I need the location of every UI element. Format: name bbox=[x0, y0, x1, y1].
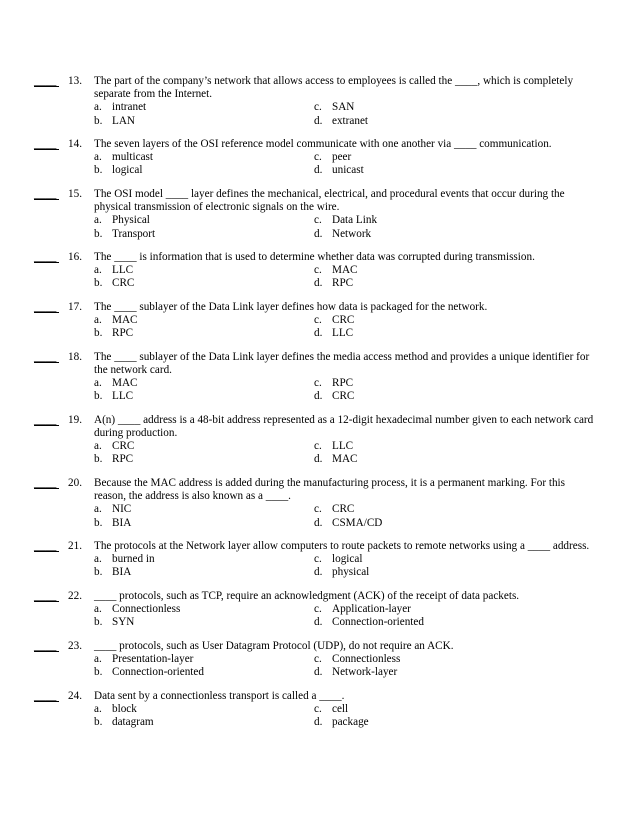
option-text: peer bbox=[332, 151, 352, 164]
option-letter: c. bbox=[314, 603, 322, 616]
question-item bbox=[0, 590, 638, 630]
option-text: NIC bbox=[112, 503, 132, 516]
option-letter: b. bbox=[94, 666, 103, 679]
options-row-1 bbox=[0, 503, 638, 516]
option-letter: b. bbox=[94, 164, 103, 177]
question-stem: The ____ sublayer of the Data Link layer defines how data is packaged for the network. bbox=[94, 300, 488, 313]
option-letter: a. bbox=[94, 652, 102, 665]
option-letter: d. bbox=[314, 164, 323, 177]
answer-blank[interactable]: ____ bbox=[34, 75, 59, 87]
question-stem: The part of the company’s network that allows access to employees is called the ____, which is completely separate from the Internet. bbox=[94, 75, 574, 101]
question-item bbox=[0, 540, 638, 580]
question-stem: The ____ sublayer of the Data Link layer defines the media access method and provides a unique identifier for the network card. bbox=[94, 350, 590, 376]
option-letter: c. bbox=[314, 440, 322, 453]
option-letter: a. bbox=[94, 377, 102, 390]
question-number: 19. bbox=[68, 413, 82, 426]
option-text: Connectionless bbox=[332, 652, 401, 665]
question-number: 22. bbox=[68, 589, 82, 602]
option-text: Physical bbox=[112, 214, 150, 227]
answer-blank[interactable]: ____ bbox=[34, 251, 59, 263]
option-letter: d. bbox=[314, 277, 323, 290]
option-text: intranet bbox=[112, 101, 147, 114]
option-text: multicast bbox=[112, 151, 154, 164]
option-letter: c. bbox=[314, 151, 322, 164]
options-row-2 bbox=[0, 277, 638, 290]
option-text: Connection-oriented bbox=[112, 666, 204, 679]
option-text: datagram bbox=[112, 716, 154, 729]
option-text: CRC bbox=[112, 440, 135, 453]
options-row-1 bbox=[0, 440, 638, 453]
question-stem: ____ protocols, such as User Datagram Protocol (UDP), do not require an ACK. bbox=[94, 639, 454, 652]
question-number: 17. bbox=[68, 300, 82, 313]
option-text: logical bbox=[332, 553, 363, 566]
option-text: BIA bbox=[112, 566, 132, 579]
question-number: 21. bbox=[68, 540, 82, 553]
options-row-1 bbox=[0, 264, 638, 277]
question-stem: ____ protocols, such as TCP, require an acknowledgment (ACK) of the receipt of data packets. bbox=[94, 589, 520, 602]
option-text: LLC bbox=[112, 390, 134, 403]
option-text: physical bbox=[332, 566, 370, 579]
option-text: SAN bbox=[332, 101, 355, 114]
answer-blank[interactable]: ____ bbox=[34, 414, 59, 426]
question-list bbox=[0, 75, 638, 740]
options-row-2 bbox=[0, 517, 638, 530]
question-item bbox=[0, 690, 638, 730]
option-letter: a. bbox=[94, 151, 102, 164]
option-text: BIA bbox=[112, 516, 132, 529]
question-stem: The OSI model ____ layer defines the mechanical, electrical, and procedural events that occur during the physical transmission of electronic signals on the wire. bbox=[94, 187, 565, 214]
answer-blank[interactable]: ____ bbox=[34, 188, 59, 200]
question-item bbox=[0, 251, 638, 291]
question-number: 24. bbox=[68, 689, 82, 702]
question-stem: Because the MAC address is added during the manufacturing process, it is a permanent marking. For this reason, the address is also known as a ____. bbox=[94, 476, 566, 503]
option-letter: c. bbox=[314, 214, 322, 227]
option-letter: a. bbox=[94, 553, 102, 566]
option-text: RPC bbox=[112, 327, 134, 340]
option-letter: d. bbox=[314, 227, 323, 240]
option-letter: d. bbox=[314, 616, 323, 629]
option-text: LLC bbox=[112, 264, 134, 277]
option-letter: c. bbox=[314, 314, 322, 327]
option-text: unicast bbox=[332, 164, 364, 177]
option-letter: d. bbox=[314, 516, 323, 529]
option-letter: c. bbox=[314, 702, 322, 715]
option-text: MAC bbox=[112, 314, 138, 327]
options-row-2 bbox=[0, 453, 638, 466]
answer-blank[interactable]: ____ bbox=[34, 351, 59, 363]
option-text: Presentation-layer bbox=[112, 652, 194, 665]
options-row-1 bbox=[0, 151, 638, 164]
option-letter: a. bbox=[94, 101, 102, 114]
question-number: 13. bbox=[68, 75, 82, 87]
options-row-1 bbox=[0, 703, 638, 716]
option-letter: b. bbox=[94, 566, 103, 579]
options-row-2 bbox=[0, 716, 638, 729]
option-letter: c. bbox=[314, 101, 322, 114]
options-row-1 bbox=[0, 603, 638, 616]
answer-blank[interactable]: ____ bbox=[34, 690, 59, 702]
option-text: Application-layer bbox=[332, 603, 411, 616]
options-row-2 bbox=[0, 115, 638, 128]
option-letter: b. bbox=[94, 227, 103, 240]
option-text: SYN bbox=[112, 616, 135, 629]
option-text: RPC bbox=[332, 277, 354, 290]
option-letter: d. bbox=[314, 114, 323, 127]
option-letter: b. bbox=[94, 616, 103, 629]
question-number: 20. bbox=[68, 476, 82, 489]
option-letter: b. bbox=[94, 516, 103, 529]
option-letter: c. bbox=[314, 264, 322, 277]
answer-blank[interactable]: ____ bbox=[34, 138, 59, 150]
option-letter: c. bbox=[314, 503, 322, 516]
option-letter: b. bbox=[94, 390, 103, 403]
option-text: Connectionless bbox=[112, 603, 181, 616]
question-item bbox=[0, 477, 638, 530]
option-text: RPC bbox=[112, 453, 134, 466]
option-text: CRC bbox=[112, 277, 135, 290]
question-item bbox=[0, 188, 638, 241]
option-text: Connection-oriented bbox=[332, 616, 424, 629]
option-letter: d. bbox=[314, 327, 323, 340]
question-number: 16. bbox=[68, 251, 82, 264]
question-item bbox=[0, 640, 638, 680]
options-row-2 bbox=[0, 616, 638, 629]
options-row-2 bbox=[0, 390, 638, 403]
option-text: cell bbox=[332, 702, 349, 715]
option-letter: a. bbox=[94, 603, 102, 616]
option-text: MAC bbox=[332, 264, 358, 277]
question-number: 23. bbox=[68, 639, 82, 652]
option-text: Network bbox=[332, 227, 372, 240]
option-text: CRC bbox=[332, 314, 355, 327]
option-text: MAC bbox=[112, 377, 138, 390]
option-letter: d. bbox=[314, 716, 323, 729]
option-letter: a. bbox=[94, 214, 102, 227]
options-row-1 bbox=[0, 101, 638, 114]
option-letter: d. bbox=[314, 453, 323, 466]
option-text: burned in bbox=[112, 553, 155, 566]
question-stem: Data sent by a connectionless transport is called a ____. bbox=[94, 689, 345, 702]
options-row-2 bbox=[0, 164, 638, 177]
answer-blank[interactable]: ____ bbox=[34, 540, 59, 552]
option-text: CSMA/CD bbox=[332, 516, 383, 529]
options-row-2 bbox=[0, 666, 638, 679]
option-letter: b. bbox=[94, 114, 103, 127]
answer-blank[interactable]: ____ bbox=[34, 640, 59, 652]
question-item bbox=[0, 351, 638, 404]
option-letter: c. bbox=[314, 377, 322, 390]
option-text: LAN bbox=[112, 114, 135, 127]
option-letter: a. bbox=[94, 440, 102, 453]
question-item bbox=[0, 138, 638, 178]
option-letter: c. bbox=[314, 652, 322, 665]
options-row-2 bbox=[0, 327, 638, 340]
question-item bbox=[0, 75, 638, 128]
options-row-1 bbox=[0, 314, 638, 327]
option-text: Data Link bbox=[332, 214, 378, 227]
options-row-1 bbox=[0, 377, 638, 390]
option-letter: d. bbox=[314, 566, 323, 579]
option-letter: a. bbox=[94, 314, 102, 327]
option-letter: b. bbox=[94, 277, 103, 290]
question-stem: A(n) ____ address is a 48-bit address represented as a 12-digit hexadecimal number given to each network card during production. bbox=[94, 413, 594, 440]
options-row-2 bbox=[0, 566, 638, 579]
options-row-2 bbox=[0, 228, 638, 241]
answer-blank[interactable]: ____ bbox=[34, 590, 59, 602]
option-text: LLC bbox=[332, 327, 354, 340]
option-text: CRC bbox=[332, 390, 355, 403]
option-text: Transport bbox=[112, 227, 156, 240]
option-text: extranet bbox=[332, 114, 369, 127]
question-stem: The protocols at the Network layer allow computers to route packets to remote networks using a ____ address. bbox=[94, 540, 590, 553]
option-text: MAC bbox=[332, 453, 358, 466]
answer-blank[interactable]: ____ bbox=[34, 301, 59, 313]
option-text: CRC bbox=[332, 503, 355, 516]
options-row-1 bbox=[0, 653, 638, 666]
option-text: package bbox=[332, 716, 369, 729]
question-stem: The ____ is information that is used to determine whether data was corrupted during transmission. bbox=[94, 251, 535, 264]
option-text: Network-layer bbox=[332, 666, 398, 679]
option-letter: b. bbox=[94, 453, 103, 466]
question-item bbox=[0, 301, 638, 341]
question-item bbox=[0, 414, 638, 467]
option-text: logical bbox=[112, 164, 143, 177]
options-row-1 bbox=[0, 214, 638, 227]
option-letter: c. bbox=[314, 553, 322, 566]
question-number: 14. bbox=[68, 138, 82, 151]
option-letter: b. bbox=[94, 327, 103, 340]
question-stem: The seven layers of the OSI reference model communicate with one another via ____ communication. bbox=[94, 138, 552, 151]
option-text: RPC bbox=[332, 377, 354, 390]
options-row-1 bbox=[0, 553, 638, 566]
option-letter: a. bbox=[94, 702, 102, 715]
option-text: block bbox=[112, 702, 137, 715]
question-number: 15. bbox=[68, 187, 82, 200]
option-letter: d. bbox=[314, 666, 323, 679]
option-letter: a. bbox=[94, 503, 102, 516]
option-text: LLC bbox=[332, 440, 354, 453]
option-letter: a. bbox=[94, 264, 102, 277]
question-number: 18. bbox=[68, 350, 82, 363]
answer-blank[interactable]: ____ bbox=[34, 477, 59, 489]
option-letter: d. bbox=[314, 390, 323, 403]
option-letter: b. bbox=[94, 716, 103, 729]
